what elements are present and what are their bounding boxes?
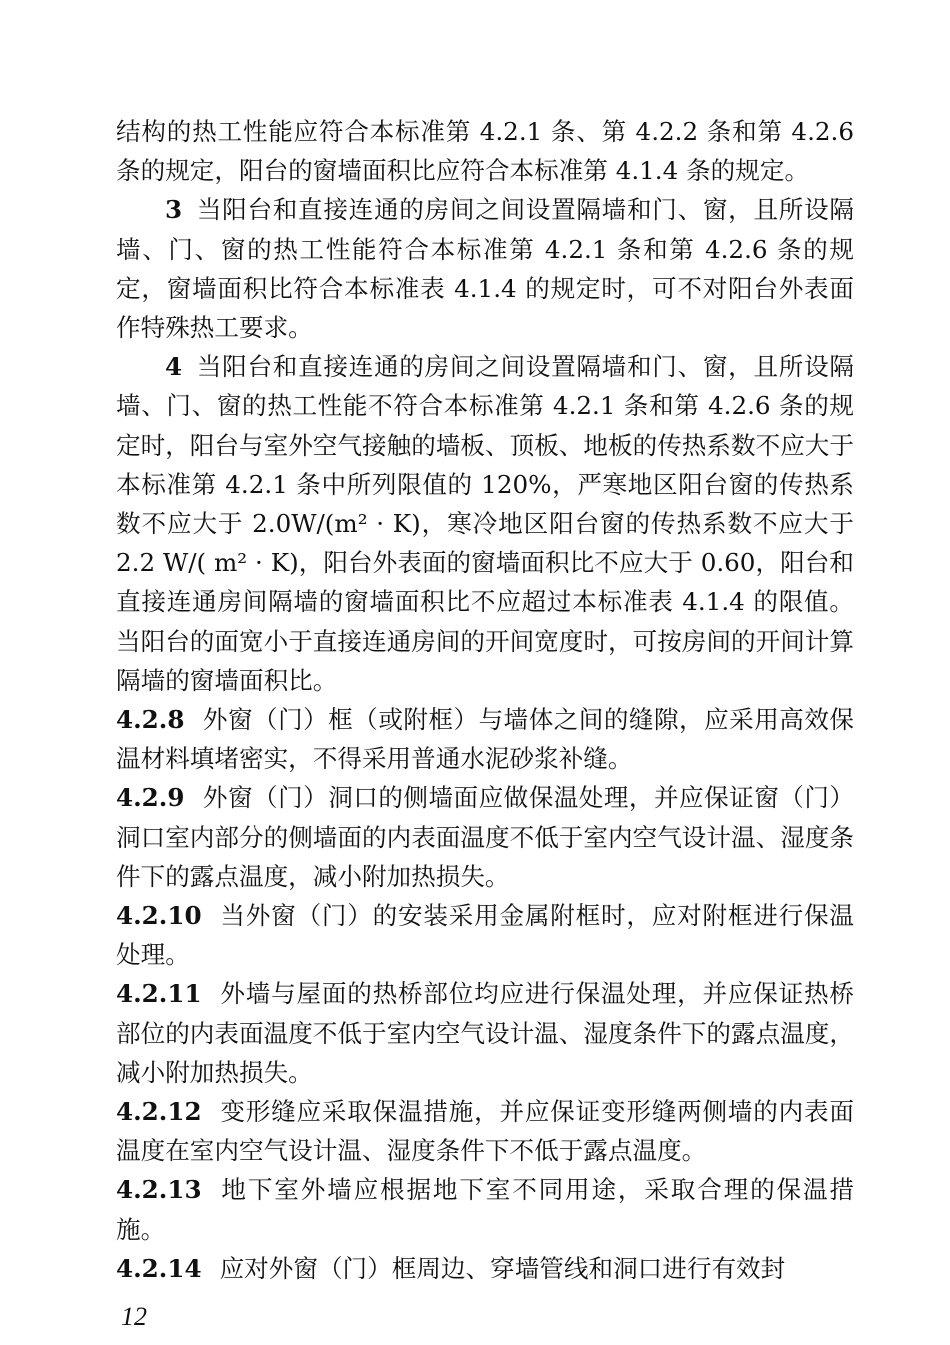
list-item-number: 4	[165, 352, 183, 382]
clause-number: 4.2.9	[116, 783, 185, 813]
clause-4-2-12	[116, 1092, 854, 1170]
clause-text: 变形缝应采取保温措施，并应保证变形缝两侧墙的内表面温度在室内空气设计温、湿度条件下不低于露点温度。	[116, 1097, 854, 1166]
clause-number: 4.2.14	[116, 1253, 202, 1283]
clause-4-2-9	[116, 778, 854, 896]
clause-text: 当外窗（门）的安装采用金属附框时，应对附框进行保温处理。	[116, 901, 854, 970]
clause-text: 地下室外墙应根据地下室不同用途，采取合理的保温措施。	[116, 1175, 854, 1244]
clause-text: 外窗（门）洞口的侧墙面应做保温处理，并应保证窗（门）洞口室内部分的侧墙面的内表面温度不低于室内空气设计温、湿度条件下的露点温度，减小附加热损失。	[116, 783, 854, 891]
page-number: 12	[121, 1302, 147, 1331]
clause-4-2-13	[116, 1170, 854, 1248]
clause-number: 4.2.11	[116, 979, 202, 1009]
clause-text: 外窗（门）框（或附框）与墙体之间的缝隙，应采用高效保温材料填堵密实，不得采用普通水泥砂浆补缝。	[116, 705, 854, 774]
body-text	[116, 112, 854, 1288]
clause-4-2-10	[116, 896, 854, 974]
clause-4-2-14	[116, 1249, 854, 1288]
clause-number: 4.2.12	[116, 1097, 202, 1127]
paragraph-text: 当阳台和直接连通的房间之间设置隔墙和门、窗，且所设隔墙、门、窗的热工性能符合本标准第 4.2.1 条和第 4.2.6 条的规定，窗墙面积比符合本标准表 4.1.4 的规定时，可不对阳台外表面作特殊热工要求。	[116, 195, 854, 343]
list-item-3	[116, 190, 854, 347]
list-item-number: 3	[165, 195, 183, 225]
paragraph-continuation	[116, 112, 854, 190]
clause-4-2-11	[116, 974, 854, 1092]
list-item-4	[116, 347, 854, 700]
clause-text: 外墙与屋面的热桥部位均应进行保温处理，并应保证热桥部位的内表面温度不低于室内空气设计温、湿度条件下的露点温度，减小附加热损失。	[116, 979, 854, 1087]
clause-number: 4.2.8	[116, 705, 185, 735]
clause-text: 应对外窗（门）框周边、穿墙管线和洞口进行有效封	[219, 1253, 786, 1283]
paragraph-text: 结构的热工性能应符合本标准第 4.2.1 条、第 4.2.2 条和第 4.2.6 条的规定，阳台的窗墙面积比应符合本标准第 4.1.4 条的规定。	[116, 117, 854, 186]
clause-number: 4.2.10	[116, 901, 202, 931]
clause-4-2-8	[116, 700, 854, 778]
clause-number: 4.2.13	[116, 1175, 202, 1205]
paragraph-text: 当阳台和直接连通的房间之间设置隔墙和门、窗，且所设隔墙、门、窗的热工性能不符合本标准第 4.2.1 条和第 4.2.6 条的规定时，阳台与室外空气接触的墙板、顶板、地板的传热系数不应大于本标准第 4.2.1 条中所列限值的 120%，严寒地区阳台窗的传热系数不应大于 2.0W/(m² · K)，寒冷地区阳台窗的传热系数不应大于 2.2 W/( m² · K)，阳台外表面的窗墙面积比不应大于 0.60，阳台和直接连通房间隔墙的窗墙面积比不应超过本标准表 4.1.4 的限值。当阳台的面宽小于直接连通房间的开间宽度时，可按房间的开间计算隔墙的窗墙面积比。	[116, 352, 854, 695]
